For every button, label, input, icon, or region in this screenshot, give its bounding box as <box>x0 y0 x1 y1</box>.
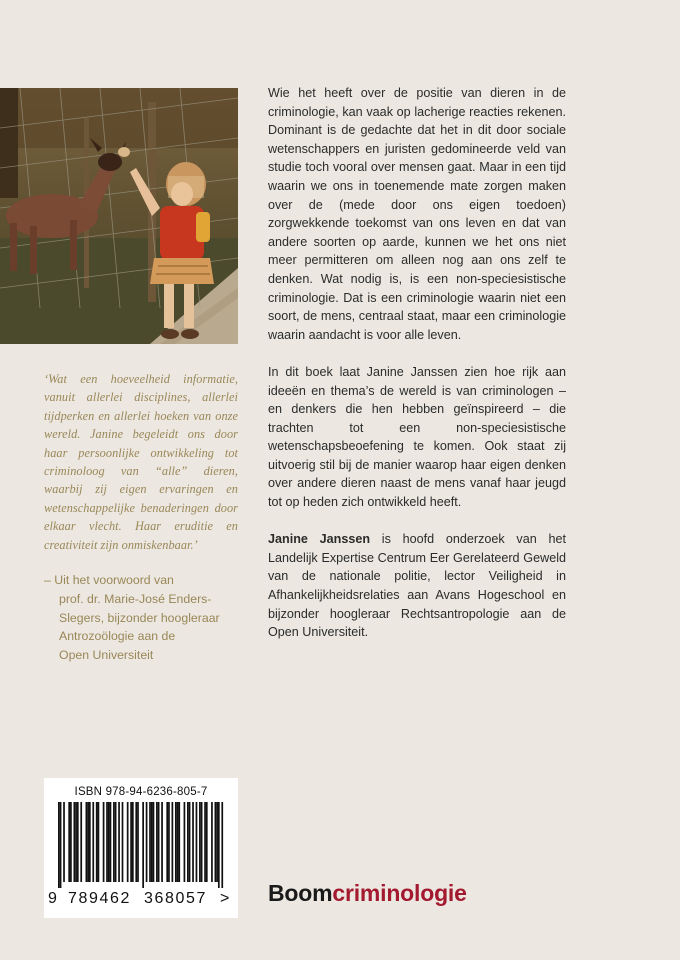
barcode-digit-first: 9 <box>48 890 57 907</box>
author-name: Janine Janssen <box>268 532 371 547</box>
barcode-bar <box>211 802 213 882</box>
barcode-end-mark: > <box>220 890 230 907</box>
cover-photo <box>0 88 238 344</box>
barcode-bar <box>115 802 117 882</box>
barcode-bar <box>196 802 198 882</box>
publisher-logo <box>268 880 467 907</box>
barcode-bar <box>221 802 223 888</box>
intro-paragraph: Wie het heeft over de positie van dieren in de criminologie, kan vaak op lacherige reacties rekenen. Dominant is de gedachte dat het in dit door sociale wetenschappers en juristen gedomineerde veld van studie toch vooral over mensen gaat. Maar in een tijd waarin we ons in toenemende mate zorgen maken over de (mede door ons eigen toedoen) zorgwekkende toekomst van ons leven en dat van andere soorten op aarde, kunnen we het ons niet meer permitteren om alleen nog aan ons zelf te denken. Wat nodig is, is een non-speciesistische criminologie. Dat is een criminologie waarin niet een soort, de mens, centraal staat, maar een criminologie waarin aandacht is voor alle leven. <box>268 86 566 342</box>
barcode-bar <box>156 802 158 882</box>
back-cover-text <box>268 84 566 660</box>
attribution-line: Open Universiteit <box>59 648 154 663</box>
barcode-bar <box>204 802 206 882</box>
barcode-bar <box>106 802 108 882</box>
barcode-bar <box>98 802 100 882</box>
barcode-bar <box>87 802 89 882</box>
barcode-bar <box>118 802 120 882</box>
barcode-bar <box>92 802 94 882</box>
endorsement-quote: ‘Wat een hoeveelheid informatie, vanuit allerlei disciplines, allerlei tijdperken en allerlei hoeken van onze wereld. Janine begeleidt ons door haar persoonlijke ontwikkeling tot criminoloog van “alle” dieren, waarbij zij eigen ervaringen en wetenschappelijke benaderingen door elkaar vlecht. Haar eruditie en creativiteit zijn onmiskenbaar.’ <box>44 372 238 552</box>
barcode-bar <box>178 802 180 882</box>
barcode-bar <box>130 802 132 882</box>
barcode-bar <box>89 802 91 882</box>
publisher-name-boom: Boom <box>268 880 333 906</box>
attribution-line: Slegers, bijzonder hoogleraar <box>59 610 220 625</box>
barcode-bar <box>80 802 82 882</box>
barcode-bar <box>206 802 208 882</box>
publisher-name-series: criminologie <box>332 880 467 906</box>
barcode-bar <box>77 802 79 882</box>
barcode-bar <box>70 802 72 882</box>
barcode-bar <box>215 802 217 882</box>
barcode-bar <box>168 802 170 882</box>
barcode-bar <box>153 802 155 882</box>
barcode-bar <box>132 802 134 882</box>
barcode-bar <box>58 802 60 888</box>
barcode-bar <box>110 802 112 882</box>
barcode-digits-left: 789462 <box>68 890 131 907</box>
barcode-bar <box>172 802 174 882</box>
isbn-barcode <box>44 778 238 918</box>
author-paragraph <box>268 530 566 642</box>
barcode-bar <box>73 802 75 882</box>
barcode-bar <box>60 802 62 888</box>
barcode-bar <box>192 802 194 882</box>
attribution-line: Antrozoölogie aan de <box>59 629 176 644</box>
barcode-bar <box>135 802 137 882</box>
barcode-bar <box>151 802 153 882</box>
barcode-bar <box>175 802 177 882</box>
barcode-bar <box>177 802 179 882</box>
barcode-bar <box>218 802 220 888</box>
barcode-bar <box>137 802 139 882</box>
barcode-bar <box>86 802 88 882</box>
barcode-bar <box>166 802 168 882</box>
attribution-line: prof. dr. Marie-José Enders- <box>59 591 212 606</box>
barcode-bar <box>149 802 151 882</box>
barcode-bar <box>96 802 98 882</box>
barcode-bar <box>142 802 144 888</box>
barcode-bar <box>199 802 201 882</box>
attribution-line: – Uit het voorwoord van <box>44 573 174 587</box>
photo-illustration <box>0 88 238 344</box>
barcode-bar <box>103 802 105 882</box>
barcode-bar <box>146 802 148 882</box>
barcode-bar <box>127 802 129 882</box>
barcode-digits-right: 368057 <box>144 890 207 907</box>
barcode-bar <box>201 802 203 882</box>
barcode-bar <box>108 802 110 882</box>
barcode-bar <box>122 802 124 882</box>
author-bio: is hoofd onderzoek van het Landelijk Expertise Centrum Eer Gerelateerd Geweld van de nationale politie, lector Veiligheid in Afhankelijkheidsrelaties aan Avans Hogeschool en bijzonder hoogleraar Rechtsantropologie aan de Open Universiteit. <box>268 532 566 640</box>
barcode-bar <box>189 802 191 882</box>
barcode-bar <box>113 802 115 882</box>
barcode-bar <box>63 802 65 882</box>
book-paragraph: In dit boek laat Janine Janssen zien hoe rijk aan ideeën en thema’s de wereld is van criminologen – en denkers die hen hebben geïnspireerd – die trachten tot een non-speciesistische wetenschapsbeoefening te komen. Ook staat zij uitvoerig stil bij de manier waarop haar eigen denken over andere dieren naast de mens vanaf haar jeugd tot op heden zich ontwikkeld heeft. <box>268 364 566 510</box>
isbn-label: ISBN 978-94-6236-805-7 <box>74 786 208 798</box>
barcode-bar <box>161 802 163 882</box>
barcode-bar <box>75 802 77 882</box>
barcode-bar <box>187 802 189 882</box>
barcode-bar <box>184 802 186 882</box>
barcode-bar <box>68 802 70 882</box>
quote-attribution <box>44 571 244 665</box>
barcode-bar <box>158 802 160 882</box>
barcode-bars <box>58 802 224 888</box>
barcode-bar <box>216 802 218 882</box>
